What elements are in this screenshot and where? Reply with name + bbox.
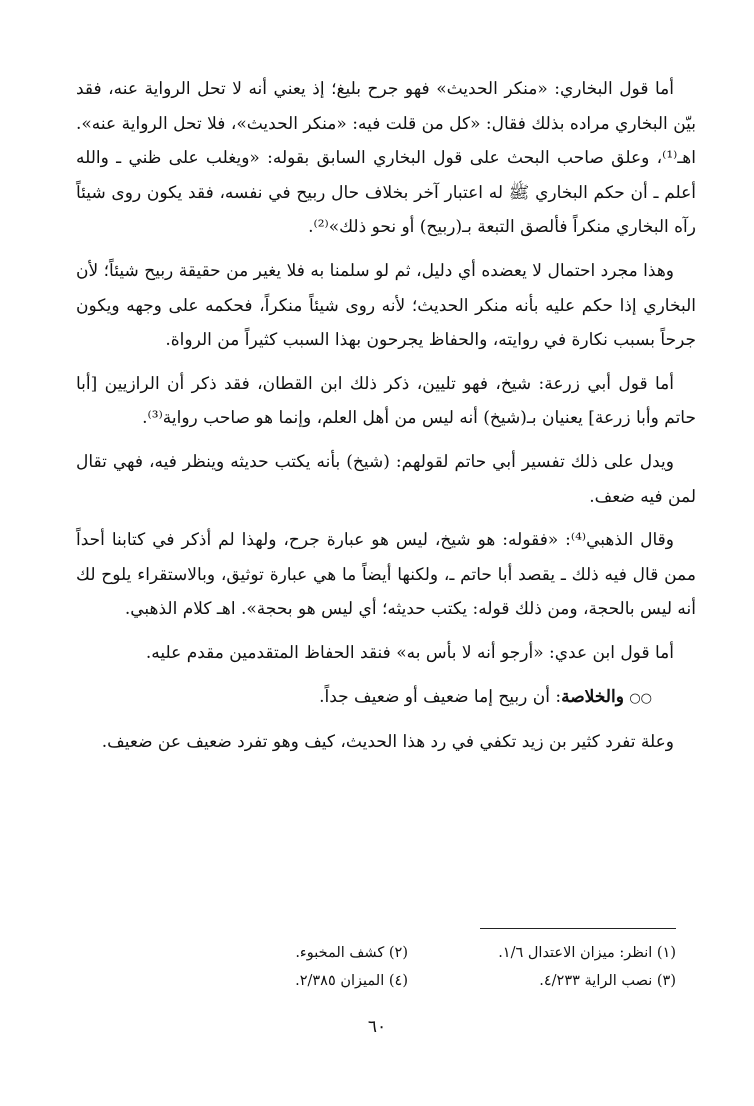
paragraph-abu-hatim: ويدل على ذلك تفسير أبي حاتم لقولهم: (شيخ) بأنه يكتب حديثه وينظر فيه، فهي تقال لمن فيه ضعف. bbox=[76, 451, 696, 507]
conclusion-marker: ○○ bbox=[629, 690, 652, 706]
paragraph-ibn-adi: أما قول ابن عدي: «أرجو أنه لا بأس به» فنقد الحفاظ المتقدمين مقدم عليه. bbox=[145, 642, 674, 663]
footnote-4: (٤) الميزان ٢/٣٨٥. bbox=[295, 973, 408, 989]
footnote-2: (٢) كشف المخبوء. bbox=[295, 945, 408, 961]
footnote-separator bbox=[480, 928, 676, 929]
footnote-1: (١) انظر: ميزان الاعتدال ١/٦. bbox=[498, 945, 676, 961]
paragraph-rebuttal: وهذا مجرد احتمال لا يعضده أي دليل، ثم لو سلمنا به فلا يغير من حقيقة ربيح شيئاً؛ لأن البخاري إذا حكم عليه بأنه منكر الحديث؛ لأنه روى شيئاً منكراً، فحكمه على وجهه ويكون جرحاً بسبب نكارة في روايته، والحفاظ يجرحون بهذا السبب كثيراً من الرواة. bbox=[76, 260, 696, 351]
paragraph-conclusion bbox=[76, 680, 696, 717]
paragraph-bukhari: أما قول البخاري: «منكر الحديث» فهو جرح بليغ؛ إذ يعني أنه لا تحل الرواية عنه، فقد بيّن البخاري مراده بذلك فقال: «كل من قلت فيه: «منكر الحديث»، فلا تحل الرواية عنه». اهـ⁽¹⁾، وعلق صاحب البحث على قول البخاري السابق بقوله: «ويغلب على ظني ـ والله أعلم ـ أن حكم البخاري ﷺ له اعتبار آخر بخلاف حال ربيح في نفسه، فقد يكون روى شيئاً رآه البخاري منكراً فألصق التبعة بـ(ربيح) أو نحو ذلك»⁽²⁾. bbox=[76, 79, 696, 238]
conclusion-text: : أن ربيح إما ضعيف أو ضعيف جداً. bbox=[319, 686, 562, 707]
footnote-3: (٣) نصب الراية ٤/٢٣٣. bbox=[539, 973, 676, 989]
conclusion-lead-word: والخلاصة bbox=[561, 686, 624, 707]
page-number: ٦٠ bbox=[367, 1017, 387, 1037]
paragraph-final: وعلة تفرد كثير بن زيد تكفي في رد هذا الحديث، كيف وهو تفرد ضعيف عن ضعيف. bbox=[101, 732, 674, 753]
main-text bbox=[76, 72, 696, 769]
footnotes bbox=[140, 940, 676, 994]
paragraph-dhahabi: وقال الذهبي⁽⁴⁾: «فقوله: هو شيخ، ليس هو عبارة جرح، ولهذا لم أذكر في كتابنا أحداً ممن قال فيه ذلك ـ يقصد أبا حاتم ـ، ولكنها أيضاً ما هي عبارة توثيق، وبالاستقراء يلوح لك أنه ليس بالحجة، ومن ذلك قوله: يكتب حديثه؛ أي ليس هو بحجة». اهـ كلام الذهبي. bbox=[76, 530, 696, 620]
paragraph-abu-zurah: أما قول أبي زرعة: شيخ، فهو تليين، ذكر ذلك ابن القطان، فقد ذكر أن الرازيين [أبا حاتم وأبا زرعة] يعنيان بـ(شيخ) أنه ليس من أهل العلم، وإنما هو صاحب رواية⁽³⁾. bbox=[76, 373, 696, 429]
